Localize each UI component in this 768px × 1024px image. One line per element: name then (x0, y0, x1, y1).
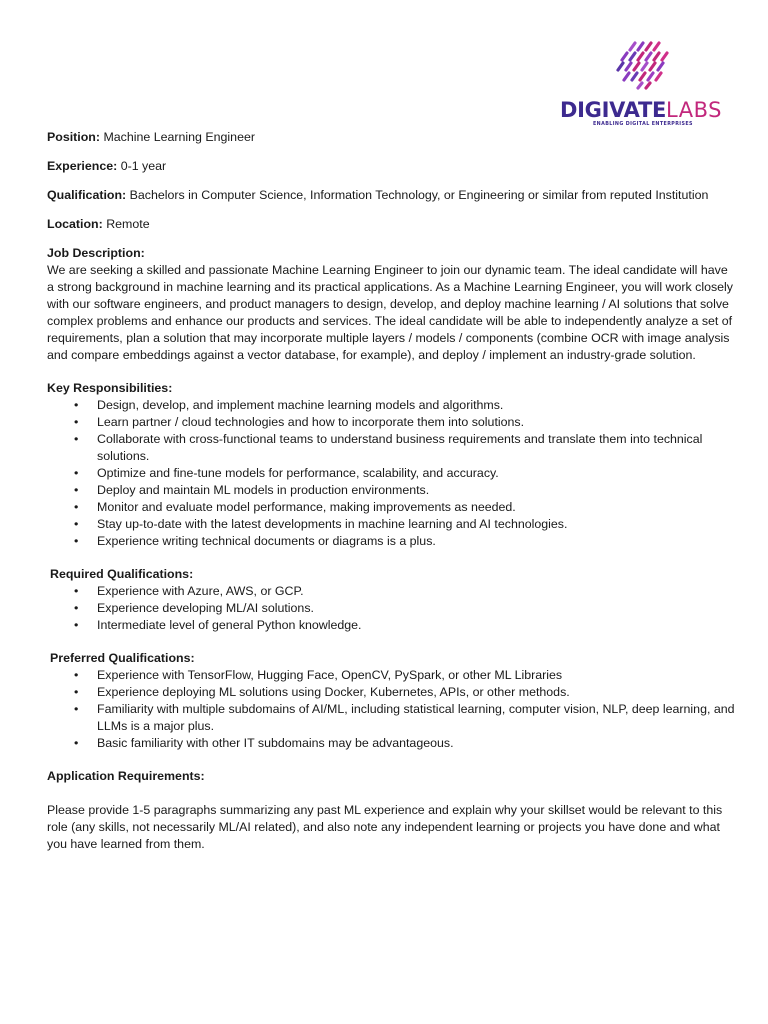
experience-field (47, 158, 737, 175)
experience-value: 0-1 year (117, 159, 167, 173)
list-item-text: Experience with TensorFlow, Hugging Face, OpenCV, PySpark, or other ML Libraries (97, 668, 563, 682)
list-item (47, 735, 737, 752)
preferred-qualifications-title: Preferred Qualifications: (50, 651, 195, 665)
list-item-text: Collaborate with cross-functional teams to understand business requirements and translate them into technical solutions. (97, 432, 703, 463)
job-posting-content (47, 129, 737, 853)
position-field (47, 129, 737, 146)
key-responsibilities-title: Key Responsibilities: (47, 381, 173, 395)
qualification-field (47, 187, 737, 204)
logo-brand-part1: DIGIVATE (560, 98, 667, 122)
list-item (47, 482, 737, 499)
bullet-icon: • (74, 398, 79, 412)
list-item-text: Intermediate level of general Python knowledge. (97, 618, 362, 632)
bullet-icon: • (74, 500, 79, 514)
list-item-text: Stay up-to-date with the latest developments in machine learning and AI technologies. (97, 517, 568, 531)
preferred-qualifications-list (47, 667, 737, 752)
list-item (47, 667, 737, 684)
bullet-icon: • (74, 702, 79, 716)
job-description-text: We are seeking a skilled and passionate Machine Learning Engineer to join our dynamic team. The ideal candidate will have a strong background in machine learning and its practical applications. As a Machine Learning Engineer, you will work closely with our software engineers, and product managers to design, develop, and deploy machine learning / AI solutions that solve complex problems and enhance our products and services. The ideal candidate will be able to independently analyze a set of requirements, plan a solution that may incorporate multiple layers / models / components (combine OCR with image analysis and compare embeddings against a vector database, for example), and deploy / implement an industry-grade solution. (47, 263, 733, 362)
bullet-icon: • (74, 415, 79, 429)
bullet-icon: • (74, 736, 79, 750)
list-item (47, 617, 737, 634)
bullet-icon: • (74, 584, 79, 598)
list-item (47, 684, 737, 701)
qualification-label: Qualification: (47, 188, 127, 202)
company-logo (560, 40, 730, 132)
list-item-text: Learn partner / cloud technologies and how to incorporate them into solutions. (97, 415, 525, 429)
logo-brand-part2: LABS (666, 98, 722, 122)
list-item-text: Monitor and evaluate model performance, making improvements as needed. (97, 500, 516, 514)
list-item (47, 397, 737, 414)
logo-mark-icon (610, 40, 674, 90)
list-item-text: Experience developing ML/AI solutions. (97, 601, 314, 615)
list-item-text: Experience with Azure, AWS, or GCP. (97, 584, 304, 598)
list-item (47, 533, 737, 550)
required-qualifications-list (47, 583, 737, 634)
bullet-icon: • (74, 685, 79, 699)
list-item (47, 499, 737, 516)
list-item-text: Familiarity with multiple subdomains of AI/ML, including statistical learning, computer vision, NLP, deep learning, and LLMs is a major plus. (97, 702, 735, 733)
list-item (47, 465, 737, 482)
qualification-value: Bachelors in Computer Science, Information Technology, or Engineering or similar from reputed Institution (126, 188, 709, 202)
position-value: Machine Learning Engineer (100, 130, 255, 144)
application-requirements-text: Please provide 1-5 paragraphs summarizing any past ML experience and explain why your skillset would be relevant to this role (any skills, not necessarily ML/AI related), and also note any independent learning or projects you have done and what you have learned from them. (47, 803, 723, 851)
bullet-icon: • (74, 517, 79, 531)
list-item (47, 431, 737, 465)
list-item (47, 516, 737, 533)
bullet-icon: • (74, 601, 79, 615)
location-value: Remote (102, 217, 150, 231)
list-item-text: Deploy and maintain ML models in production environments. (97, 483, 430, 497)
list-item-text: Experience deploying ML solutions using Docker, Kubernetes, APIs, or other methods. (97, 685, 570, 699)
application-requirements-title: Application Requirements: (47, 769, 205, 783)
bullet-icon: • (74, 466, 79, 480)
logo-wordmark (560, 98, 730, 122)
bullet-icon: • (74, 432, 79, 446)
logo-tagline: ENABLING DIGITAL ENTERPRISES (593, 122, 693, 127)
list-item (47, 414, 737, 431)
bullet-icon: • (74, 534, 79, 548)
job-description-title: Job Description: (47, 246, 145, 260)
experience-label: Experience: (47, 159, 118, 173)
key-responsibilities-list (47, 397, 737, 550)
required-qualifications-title: Required Qualifications: (50, 567, 194, 581)
list-item (47, 583, 737, 600)
list-item (47, 701, 737, 735)
list-item-text: Optimize and fine-tune models for performance, scalability, and accuracy. (97, 466, 499, 480)
location-field (47, 216, 737, 233)
position-label: Position: (47, 130, 100, 144)
list-item-text: Design, develop, and implement machine learning models and algorithms. (97, 398, 504, 412)
list-item-text: Basic familiarity with other IT subdomains may be advantageous. (97, 736, 454, 750)
bullet-icon: • (74, 483, 79, 497)
list-item-text: Experience writing technical documents or diagrams is a plus. (97, 534, 436, 548)
location-label: Location: (47, 217, 103, 231)
bullet-icon: • (74, 668, 79, 682)
list-item (47, 600, 737, 617)
bullet-icon: • (74, 618, 79, 632)
